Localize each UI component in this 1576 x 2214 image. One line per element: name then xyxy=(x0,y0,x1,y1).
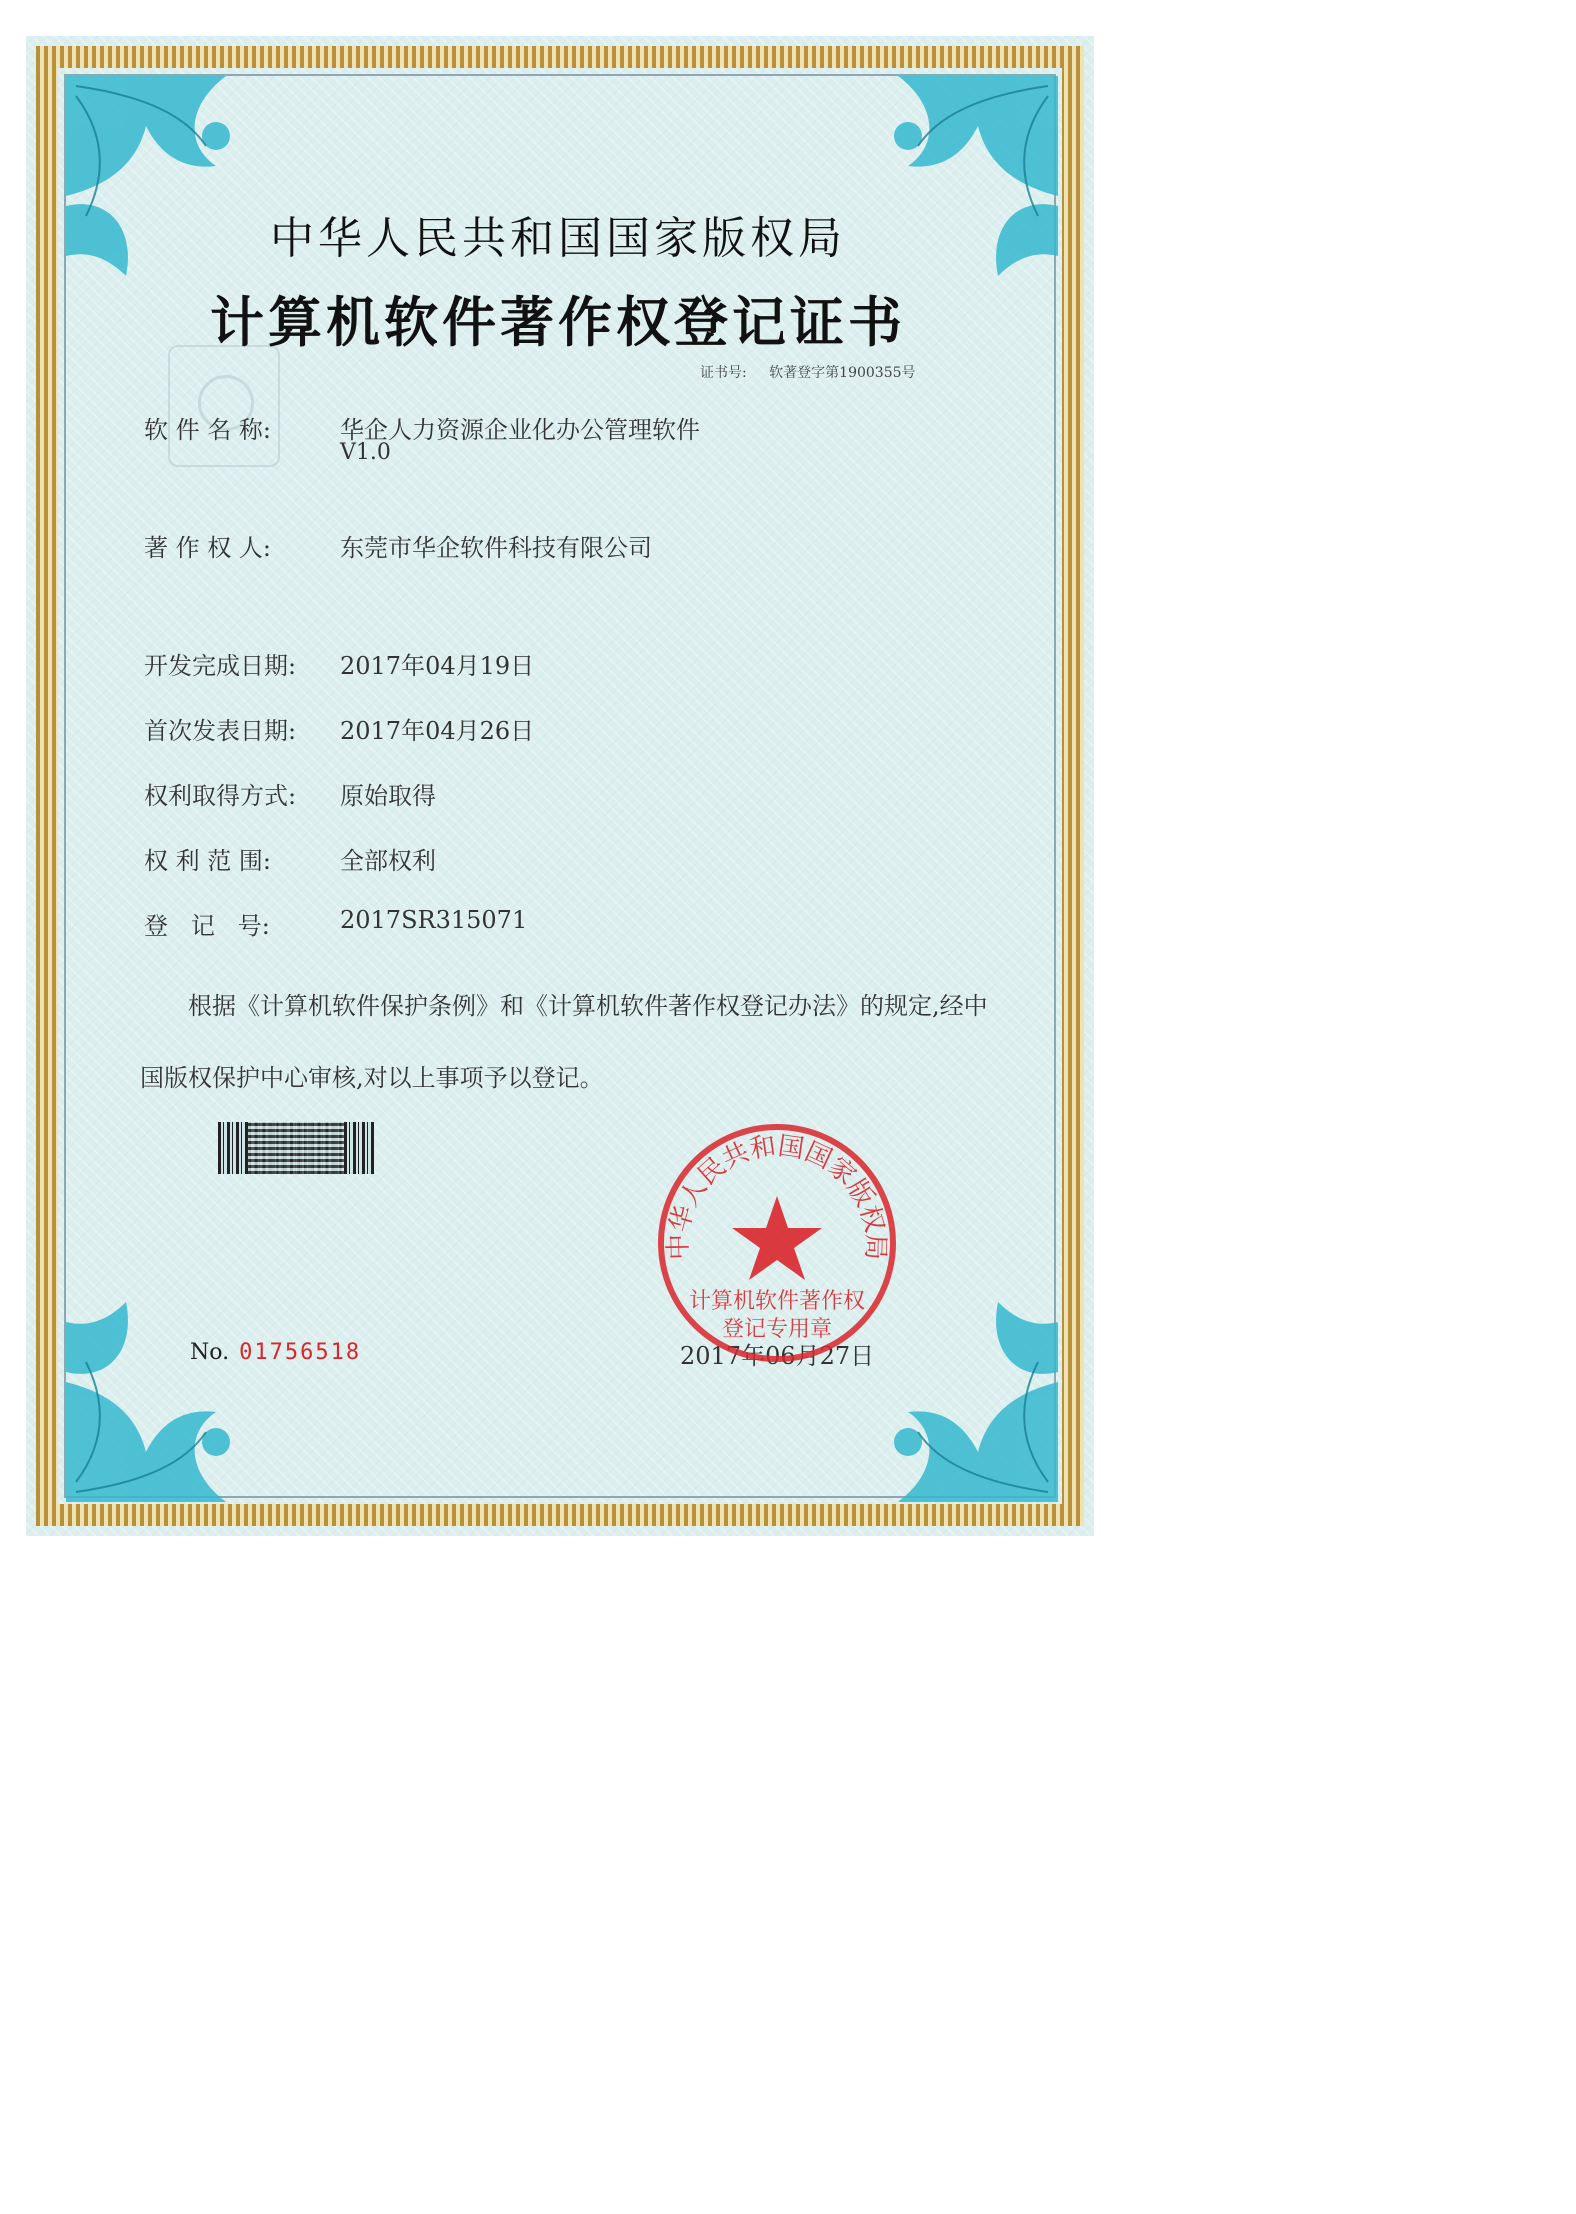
field-acquisition-method xyxy=(144,776,436,811)
serial-number-label: No. xyxy=(190,1340,230,1365)
field-label: 登 记 号: xyxy=(144,912,270,940)
serial-number xyxy=(190,1340,361,1365)
statement-paragraph: 根据《计算机软件保护条例》和《计算机软件著作权登记办法》的规定,经中国版权保护中心审核,对以上事项予以登记。 xyxy=(140,992,988,1092)
field-copyright-owner xyxy=(144,528,652,563)
field-label: 首次发表日期: xyxy=(144,717,297,745)
field-value: 2017年04月19日 xyxy=(340,652,535,680)
field-software-name xyxy=(144,410,700,445)
corner-ornament-bottom-left xyxy=(66,1252,316,1502)
field-label: 权利取得方式: xyxy=(144,782,297,810)
seal-ring-text: 中华人民共和国国家版权局 xyxy=(663,1131,891,1261)
seal-star-icon xyxy=(732,1196,822,1280)
issuer-heading: 中华人民共和国国家版权局 xyxy=(270,213,846,264)
field-value: 东莞市华企软件科技有限公司 xyxy=(340,534,652,562)
certificate-number-label: 证书号: xyxy=(700,365,747,381)
field-label: 软 件 名 称: xyxy=(144,416,271,444)
seal-line2: 登记专用章 xyxy=(721,1317,833,1342)
field-publication-date xyxy=(144,711,534,746)
field-development-date xyxy=(144,646,534,681)
field-value: 全部权利 xyxy=(340,847,436,875)
field-rights-scope xyxy=(144,841,436,876)
field-value: 2017SR315071 xyxy=(340,906,528,934)
field-label: 开发完成日期: xyxy=(144,652,297,680)
seal-line1: 计算机软件著作权 xyxy=(688,1289,866,1314)
certificate-number-value: 软著登字第1900355号 xyxy=(769,365,916,381)
software-version: V1.0 xyxy=(340,440,391,465)
field-registration-number xyxy=(144,906,527,941)
certificate-title: 计算机软件著作权登记证书 xyxy=(210,290,906,354)
barcode xyxy=(218,1122,374,1174)
issue-date: 2017年06月27日 xyxy=(680,1342,875,1370)
field-label: 著 作 权 人: xyxy=(144,534,271,562)
serial-number-value: 01756518 xyxy=(239,1340,362,1365)
field-value: 原始取得 xyxy=(340,782,436,810)
field-label: 权 利 范 围: xyxy=(144,847,271,875)
field-value: 2017年04月26日 xyxy=(340,717,535,745)
certificate-number xyxy=(700,362,934,382)
embossed-stamp xyxy=(168,345,280,467)
official-seal xyxy=(652,1118,902,1368)
field-value: 华企人力资源企业化办公管理软件 xyxy=(340,416,700,444)
